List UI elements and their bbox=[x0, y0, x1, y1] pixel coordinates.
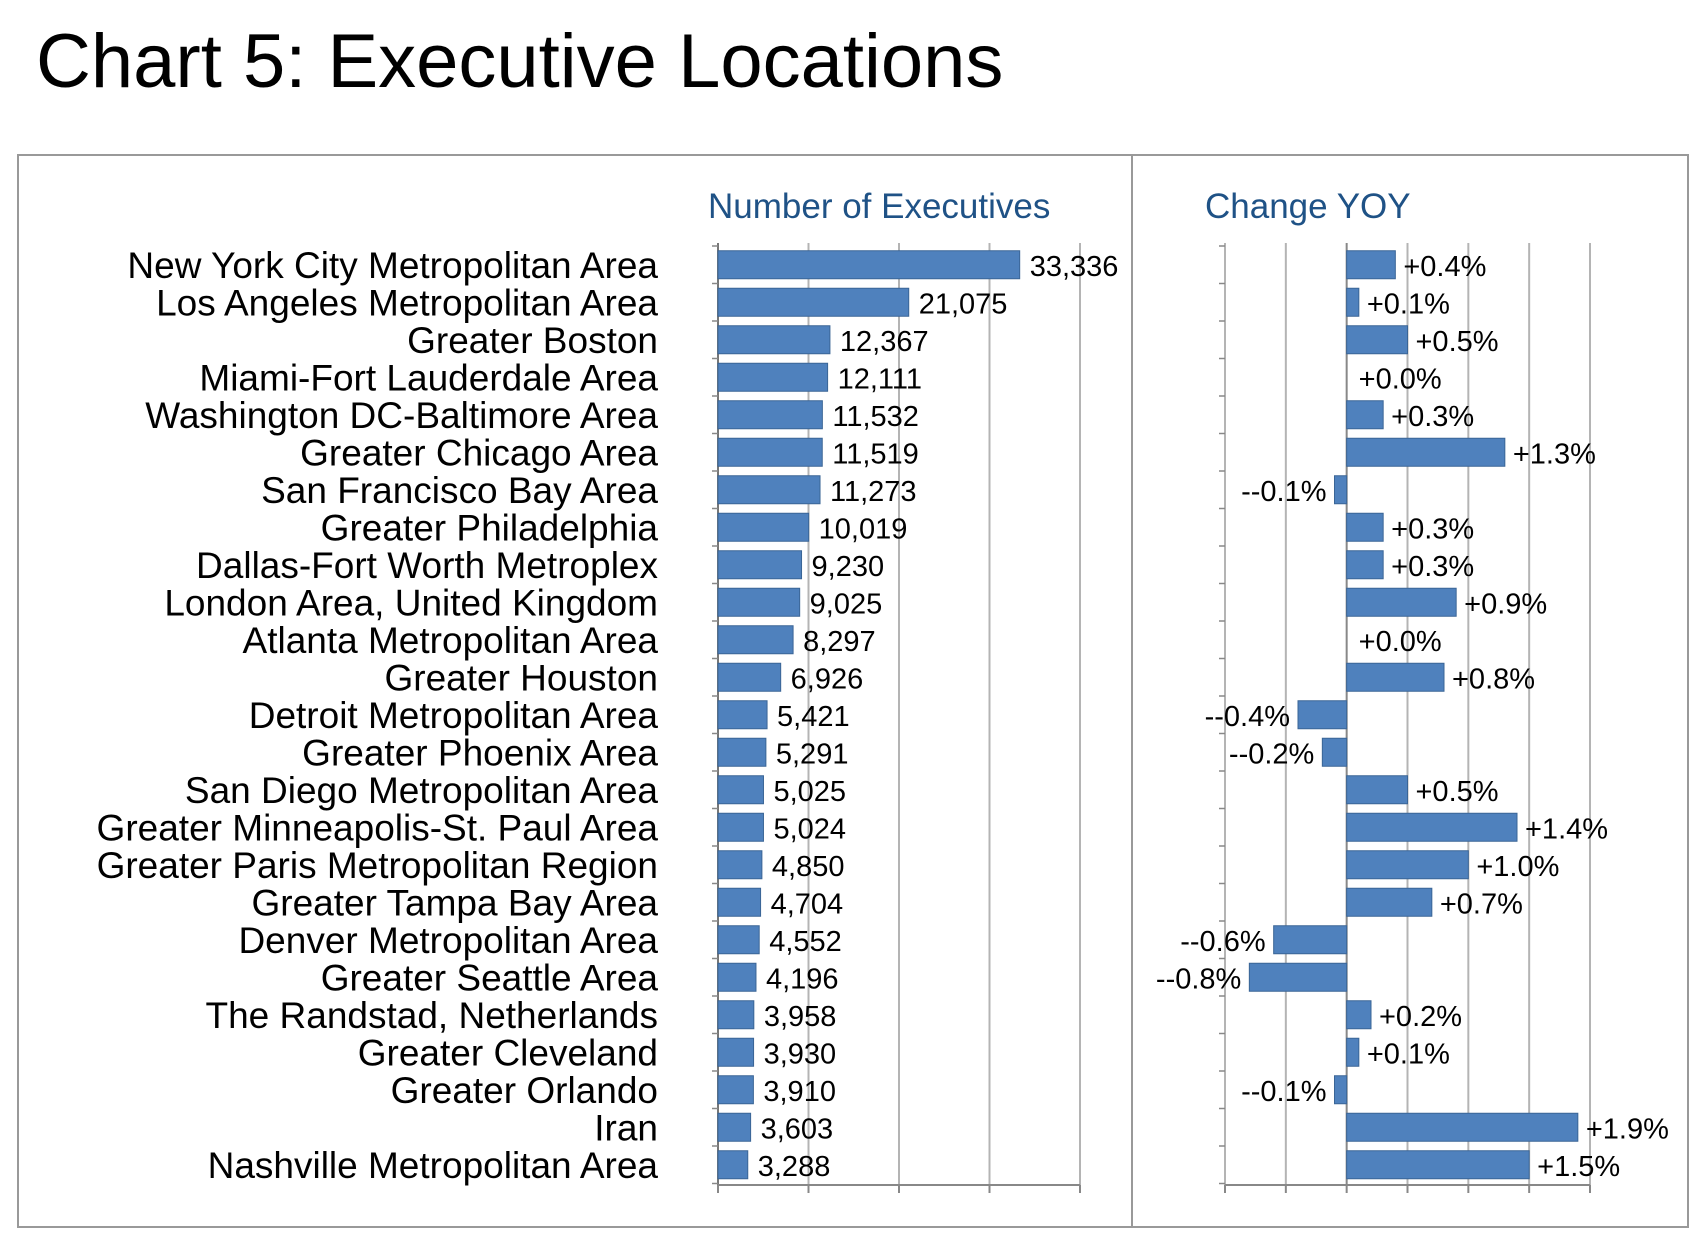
executives-bar bbox=[718, 363, 828, 391]
change-bar bbox=[1322, 738, 1346, 766]
change-value-label: +0.1% bbox=[1366, 288, 1450, 321]
change-bar bbox=[1347, 1038, 1359, 1066]
executives-value-label: 12,367 bbox=[839, 325, 929, 358]
executives-value-label: 11,532 bbox=[832, 400, 919, 433]
change-bar bbox=[1347, 1151, 1530, 1179]
change-bar bbox=[1347, 1113, 1578, 1141]
category-label: Nashville Metropolitan Area bbox=[207, 1144, 658, 1186]
change-bar bbox=[1249, 963, 1346, 991]
executives-value-label: 5,025 bbox=[773, 775, 847, 808]
change-value-label: +1.5% bbox=[1537, 1150, 1621, 1183]
executives-bar bbox=[718, 813, 763, 841]
executives-bar bbox=[718, 588, 800, 616]
executives-value-label: 3,910 bbox=[763, 1075, 836, 1108]
category-label: Greater Cleveland bbox=[357, 1032, 658, 1074]
change-value-label: --0.2% bbox=[1228, 738, 1315, 771]
executives-value-label: 11,519 bbox=[832, 438, 919, 471]
change-value-label: +0.1% bbox=[1366, 1038, 1450, 1071]
change-value-label: +1.4% bbox=[1525, 813, 1609, 846]
executives-value-label: 9,025 bbox=[809, 588, 883, 621]
change-value-label: +0.4% bbox=[1403, 250, 1487, 283]
executives-value-label: 21,075 bbox=[918, 288, 1008, 321]
executives-value-label: 3,288 bbox=[757, 1150, 831, 1183]
executives-bar bbox=[718, 513, 809, 541]
category-label: Greater Seattle Area bbox=[320, 957, 658, 999]
executives-value-label: 3,930 bbox=[763, 1038, 837, 1071]
executives-value-label: 12,111 bbox=[837, 363, 923, 396]
change-bar bbox=[1347, 663, 1444, 691]
executives-bar bbox=[718, 551, 802, 579]
category-label: Greater Paris Metropolitan Region bbox=[96, 844, 658, 886]
executives-bar bbox=[718, 251, 1020, 279]
change-bar bbox=[1298, 701, 1347, 729]
executives-value-label: 6,926 bbox=[790, 663, 864, 696]
category-label: Dallas-Fort Worth Metroplex bbox=[196, 544, 658, 586]
executives-value-label: 5,291 bbox=[775, 738, 849, 771]
executives-value-label: 4,196 bbox=[765, 963, 839, 996]
executives-bar bbox=[718, 288, 909, 316]
change-value-label: +1.9% bbox=[1585, 1113, 1669, 1146]
change-value-label: --0.4% bbox=[1204, 700, 1290, 733]
executives-value-label: 4,850 bbox=[771, 850, 845, 883]
category-label: Denver Metropolitan Area bbox=[238, 919, 658, 961]
category-label: Washington DC-Baltimore Area bbox=[145, 394, 658, 436]
change-bar bbox=[1347, 776, 1408, 804]
change-bar bbox=[1347, 1001, 1371, 1029]
change-value-label: +0.5% bbox=[1415, 325, 1499, 358]
category-label: Greater Chicago Area bbox=[300, 432, 658, 474]
executives-bar bbox=[718, 851, 762, 879]
change-value-label: +0.2% bbox=[1379, 1000, 1463, 1033]
change-value-label: +0.3% bbox=[1391, 513, 1475, 546]
change-bar bbox=[1347, 588, 1457, 616]
executives-bar bbox=[718, 776, 763, 804]
executives-value-label: 11,273 bbox=[830, 475, 917, 508]
change-bar bbox=[1347, 288, 1359, 316]
change-bar bbox=[1347, 401, 1384, 429]
executives-bar bbox=[718, 1076, 753, 1104]
change-value-label: --0.1% bbox=[1241, 1075, 1327, 1108]
change-value-label: +0.8% bbox=[1452, 663, 1536, 696]
change-value-label: +0.3% bbox=[1391, 550, 1475, 583]
executives-bar bbox=[718, 963, 756, 991]
category-label: Greater Phoenix Area bbox=[302, 732, 658, 774]
executives-bar bbox=[718, 1001, 754, 1029]
executives-bar bbox=[718, 326, 830, 354]
category-label: The Randstad, Netherlands bbox=[205, 994, 658, 1036]
category-label: Greater Tampa Bay Area bbox=[251, 882, 658, 924]
executives-bar bbox=[718, 626, 793, 654]
change-bar bbox=[1347, 551, 1384, 579]
change-value-label: +0.5% bbox=[1415, 775, 1499, 808]
executives-bar bbox=[718, 438, 822, 466]
executives-bar bbox=[718, 476, 820, 504]
change-value-label: +0.7% bbox=[1439, 888, 1523, 921]
change-bar bbox=[1347, 438, 1505, 466]
change-bar bbox=[1335, 476, 1347, 504]
executives-panel-header: Number of Executives bbox=[708, 187, 1051, 226]
change-value-label: +0.0% bbox=[1358, 363, 1442, 396]
change-value-label: +0.3% bbox=[1391, 400, 1475, 433]
executives-bar bbox=[718, 1113, 751, 1141]
executives-bar bbox=[718, 663, 781, 691]
category-label: Greater Boston bbox=[407, 319, 658, 361]
executives-value-label: 10,019 bbox=[818, 513, 908, 546]
category-label: San Diego Metropolitan Area bbox=[184, 769, 658, 811]
category-label: London Area, United Kingdom bbox=[164, 582, 658, 624]
executives-bar bbox=[718, 701, 767, 729]
executives-value-label: 3,958 bbox=[763, 1000, 837, 1033]
category-label: New York City Metropolitan Area bbox=[127, 244, 658, 286]
executives-value-label: 4,704 bbox=[770, 888, 844, 921]
executives-bar bbox=[718, 888, 761, 916]
change-bar bbox=[1347, 251, 1396, 279]
change-yoy-panel-header: Change YOY bbox=[1205, 187, 1411, 226]
change-value-label: +1.3% bbox=[1512, 438, 1596, 471]
change-value-label: +1.0% bbox=[1476, 850, 1560, 883]
executives-bar bbox=[718, 1151, 748, 1179]
change-value-label: --0.1% bbox=[1241, 475, 1327, 508]
executives-value-label: 9,230 bbox=[811, 550, 885, 583]
change-value-label: --0.6% bbox=[1180, 925, 1266, 958]
change-value-label: --0.8% bbox=[1155, 963, 1242, 996]
change-value-label: +0.0% bbox=[1358, 625, 1442, 658]
change-bar bbox=[1347, 851, 1469, 879]
category-label: Greater Houston bbox=[384, 657, 658, 699]
category-label: Los Angeles Metropolitan Area bbox=[156, 282, 658, 324]
category-label: Greater Minneapolis-St. Paul Area bbox=[96, 807, 658, 849]
change-bar bbox=[1347, 888, 1432, 916]
executives-bar bbox=[718, 926, 759, 954]
category-label: Greater Philadelphia bbox=[320, 507, 658, 549]
change-bar bbox=[1274, 926, 1347, 954]
change-bar bbox=[1347, 326, 1408, 354]
executives-bar bbox=[718, 738, 766, 766]
executives-bar bbox=[718, 1038, 754, 1066]
category-label: San Francisco Bay Area bbox=[261, 469, 658, 511]
executives-value-label: 5,421 bbox=[777, 700, 850, 733]
executives-value-label: 33,336 bbox=[1029, 250, 1119, 283]
executives-value-label: 4,552 bbox=[769, 925, 842, 958]
category-label: Atlanta Metropolitan Area bbox=[242, 619, 658, 661]
page-title: Chart 5: Executive Locations bbox=[36, 19, 1004, 104]
change-bar bbox=[1347, 813, 1517, 841]
category-label: Greater Orlando bbox=[390, 1069, 658, 1111]
labels bbox=[97, 245, 1669, 1186]
category-label: Detroit Metropolitan Area bbox=[248, 694, 658, 736]
change-bar bbox=[1335, 1076, 1347, 1104]
executives-value-label: 5,024 bbox=[773, 813, 847, 846]
executives-bar bbox=[718, 401, 822, 429]
category-label: Miami-Fort Lauderdale Area bbox=[199, 357, 658, 399]
executives-value-label: 3,603 bbox=[760, 1113, 834, 1146]
change-bar bbox=[1347, 513, 1384, 541]
executives-value-label: 8,297 bbox=[803, 625, 876, 658]
change-value-label: +0.9% bbox=[1464, 588, 1548, 621]
category-label: Iran bbox=[594, 1107, 658, 1149]
